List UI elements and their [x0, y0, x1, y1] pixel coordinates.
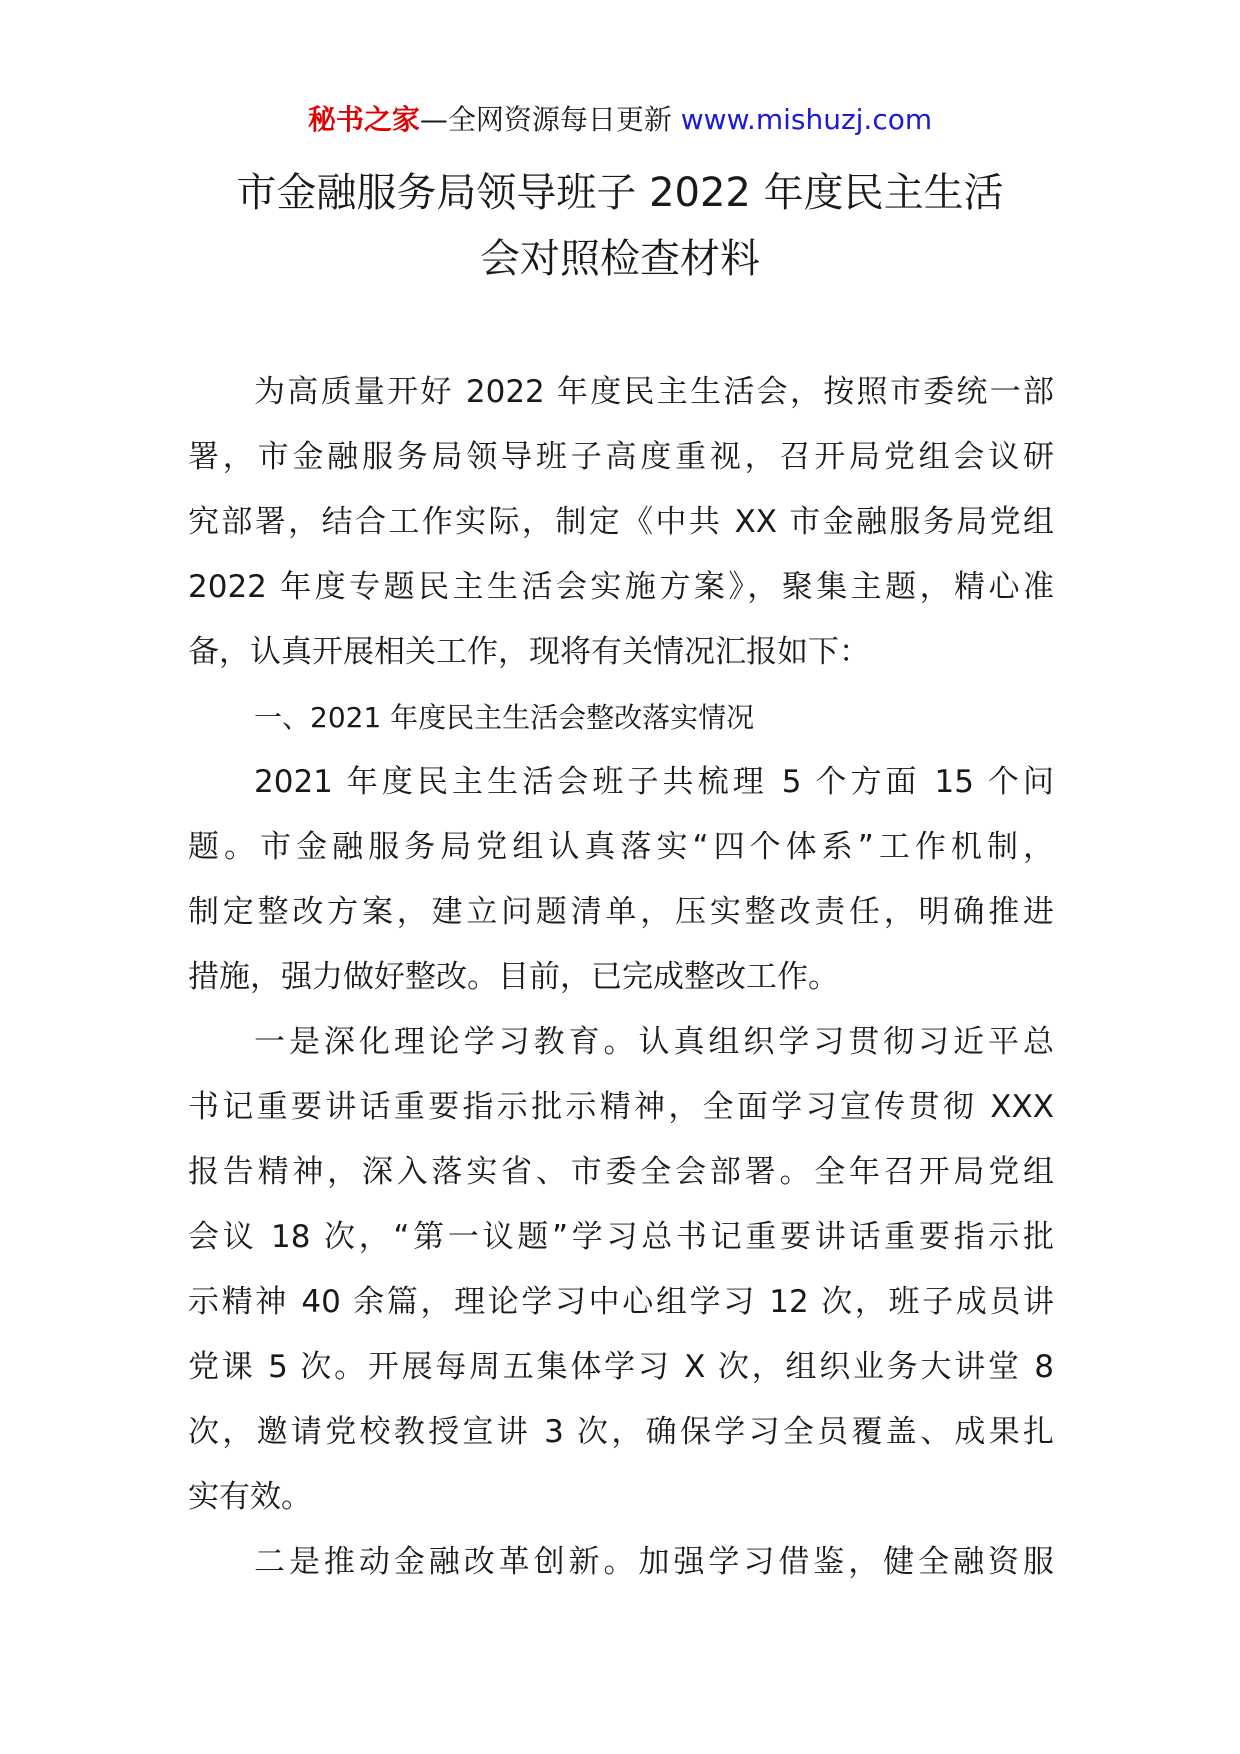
body-line: 2022 年度专题民主生活会实施方案》，聚集主题，精心准	[188, 569, 1054, 605]
body-line: 示精神 40 余篇，理论学习中心组学习 12 次，班子成员讲	[188, 1284, 1054, 1320]
body-line: 党课 5 次。开展每周五集体学习 X 次，组织业务大讲堂 8	[188, 1349, 1054, 1385]
document-body	[188, 360, 1054, 1595]
body-line: 2021 年度民主生活会班子共梳理 5 个方面 15 个问	[254, 764, 1054, 800]
website-link[interactable]: www.mishuzj.com	[680, 103, 933, 136]
body-line: 书记重要讲话重要指示批示精神，全面学习宣传贯彻 XXX	[188, 1089, 1054, 1125]
body-line: 究部署，结合工作实际，制定《中共 XX 市金融服务局党组	[188, 504, 1054, 540]
body-line: 会议 18 次，“第一议题”学习总书记重要讲话重要指示批	[188, 1219, 1054, 1255]
body-line: 题。市金融服务局党组认真落实“四个体系”工作机制，	[188, 829, 1054, 865]
header-tagline: —全网资源每日更新	[419, 103, 681, 136]
body-line: 署，市金融服务局领导班子高度重视，召开局党组会议研	[188, 439, 1054, 475]
site-header	[0, 100, 1240, 140]
body-line: 制定整改方案，建立问题清单，压实整改责任，明确推进	[188, 894, 1054, 930]
body-line: 措施，强力做好整改。目前，已完成整改工作。	[188, 959, 839, 995]
body-line: 报告精神，深入落实省、市委全会部署。全年召开局党组	[188, 1154, 1054, 1190]
body-line: 为高质量开好 2022 年度民主生活会，按照市委统一部	[254, 374, 1054, 410]
document-title	[170, 160, 1070, 292]
section-heading: 一、2021 年度民主生活会整改落实情况	[254, 701, 755, 734]
body-line: 备，认真开展相关工作，现将有关情况汇报如下：	[188, 634, 870, 670]
body-line: 次，邀请党校教授宣讲 3 次，确保学习全员覆盖、成果扎	[188, 1414, 1054, 1450]
title-line-1: 市金融服务局领导班子 2022 年度民主生活	[236, 170, 1004, 216]
body-line: 实有效。	[188, 1479, 312, 1515]
body-line: 一是深化理论学习教育。认真组织学习贯彻习近平总	[254, 1024, 1054, 1060]
body-line: 二是推动金融改革创新。加强学习借鉴，健全融资服	[254, 1544, 1054, 1580]
brand-name: 秘书之家	[307, 103, 420, 136]
title-line-2: 会对照检查材料	[480, 236, 760, 282]
